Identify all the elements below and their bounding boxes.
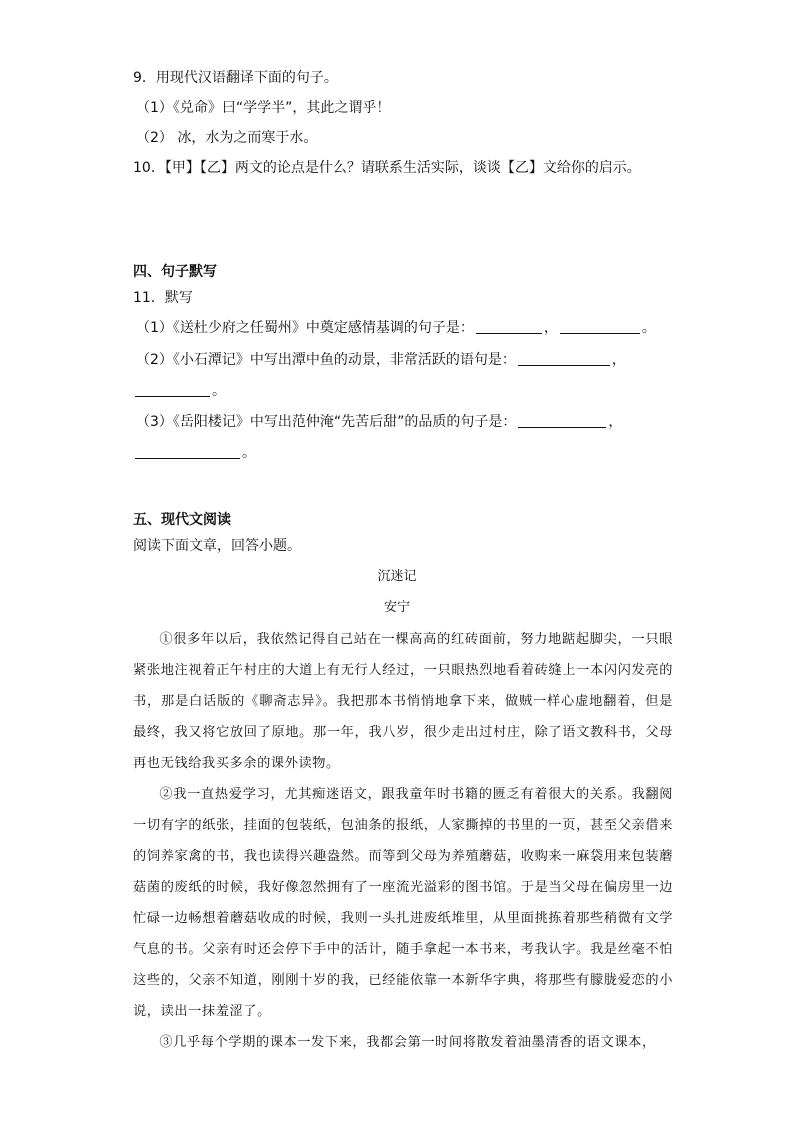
article-paragraph-2: ②我一直热爱学习，尤其痴迷语文，跟我童年时书籍的匮乏有着很大的关系。我翻阅一切有字的纸张，挂面的包装纸，包油条的报纸，人家撕掉的书里的一页，甚至父亲借来的饲养家禽的书，我也读得兴趣盎然。而等到父母为养殖蘑菇，收购来一麻袋用来包装蘑菇菌的废纸的时候，我好像忽然拥有了一座流光溢彩的图书馆。于是当父母在偏房里一边忙碌一边畅想着蘑菇收成的时候，我则一头扎进废纸堆里，从里面挑拣着那些稍微有文学气息的书。父亲有时还会停下手中的活计，随手拿起一本书来，考我认字。我是丝毫不怕这些的，父亲不知道，刚刚十岁的我，已经能依靠一本新华字典，将那些有朦胧爱恋的小说，读出一抹羞涩了。 [133,787,673,1019]
answer-blank[interactable] [518,351,610,366]
period: 。 [641,320,656,336]
article-paragraph-1: ①很多年以后，我依然记得自己站在一棵高高的红砖面前，努力地踮起脚尖，一只眼紧张地注视着正午村庄的大道上有无行人经过，一只眼热烈地看着砖缝上一本闪闪发亮的书，那是白话版的《聊斋志异》。我把那本书悄悄地拿下来，做贼一样心虚地翻着，但是最终，我又将它放回了原地。那一年，我八岁，很少走出过村庄，除了语文教科书，父母再也无钱给我买多余的课外读物。 [133,632,673,771]
article-title: 沉迷记 [377,569,417,584]
comma: ， [608,414,623,430]
question-11-item-2-continued [133,381,226,401]
period: 。 [212,383,226,399]
period: 。 [242,445,256,461]
question-11-item-3-continued [133,443,256,463]
article-author: 安宁 [383,600,410,615]
question-9-stem: 9．用现代汉语翻译下面的句子。 [133,70,338,86]
answer-blank[interactable] [476,319,542,334]
question-11-stem: 11．默写 [133,290,193,306]
item-2-prompt: （2）《小石潭记》中写出潭中鱼的动景，非常活跃的语句是： [136,352,516,368]
article-paragraph-3: ③几乎每个学期的课本一发下来，我都会第一时间将散发着油墨清香的语文课本， [159,1035,656,1050]
question-11-item-3 [136,412,622,432]
question-11-item-2 [136,350,626,370]
question-11-item-1 [136,318,656,338]
section-4-heading: 四、句子默写 [133,264,217,280]
comma: ， [611,352,626,368]
item-1-prompt: （1）《送杜少府之任蜀州》中奠定感情基调的句子是： [136,320,474,336]
question-9-item-1: （1）《兑命》曰“学学半”，其此之谓乎！ [136,100,391,116]
answer-blank[interactable] [135,444,240,459]
answer-blank[interactable] [560,319,640,334]
reading-instruction: 阅读下面文章，回答小题。 [133,538,301,554]
section-5-heading: 五、现代文阅读 [133,512,231,528]
item-3-prompt: （3）《岳阳楼记》中写出范仲淹“先苦后甜”的品质的句子是： [136,414,517,430]
question-10-stem: 10．【甲】【乙】两文的论点是什么？请联系生活实际，谈谈【乙】文给你的启示。 [133,160,641,176]
comma: ， [543,320,558,336]
question-9-item-2: （2） 冰，水为之而寒于水。 [136,130,318,146]
answer-blank[interactable] [518,413,606,428]
answer-blank[interactable] [135,382,210,397]
